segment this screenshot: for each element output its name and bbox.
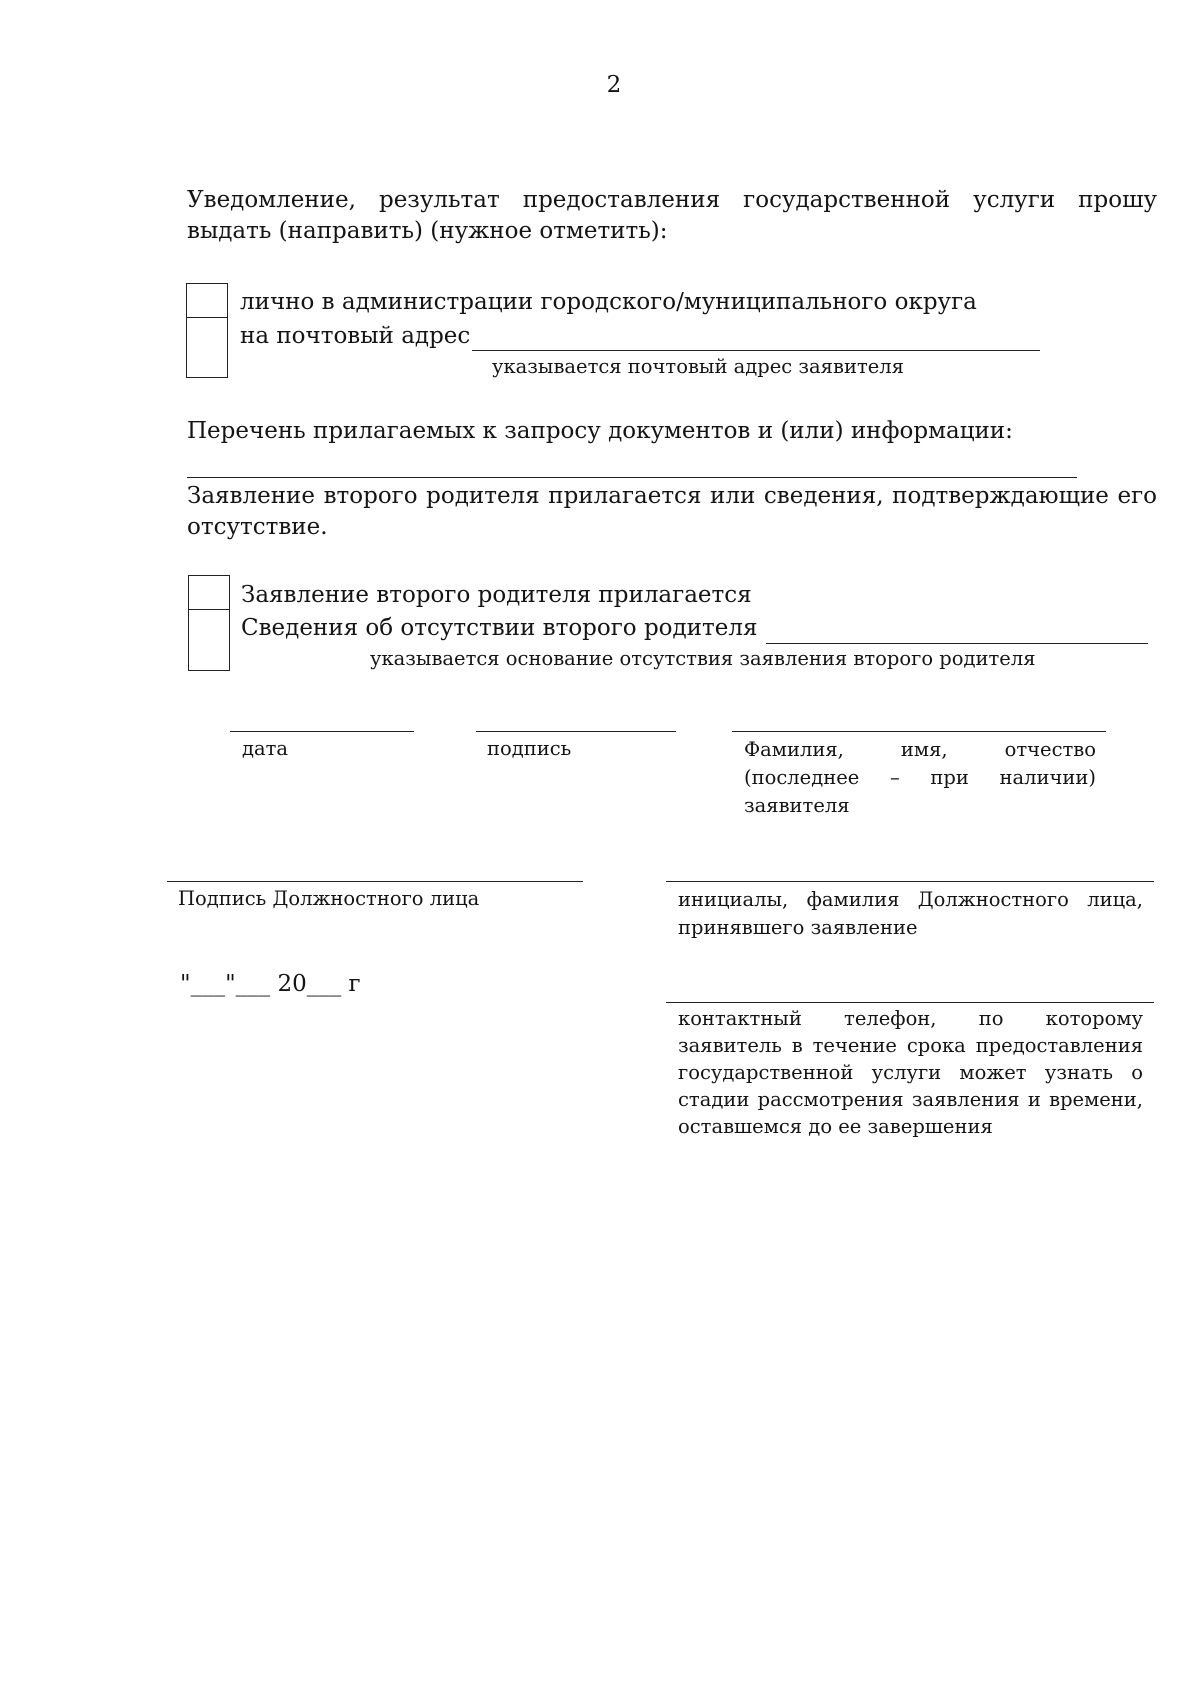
notification-intro: Уведомление, результат предоставления государственной услуги прошу выдать (направить) (нужное отметить): [187, 187, 1157, 244]
absence-reason-line[interactable] [766, 643, 1148, 644]
checkbox-personal[interactable] [186, 283, 228, 318]
date-line[interactable] [230, 731, 414, 732]
attachments-line[interactable] [187, 477, 1077, 478]
absence-reason-caption: указывается основание отсутствия заявления второго родителя [370, 647, 1036, 670]
postal-address-caption: указывается почтовый адрес заявителя [492, 355, 904, 378]
page-number: 2 [606, 72, 622, 98]
official-name-label: инициалы, фамилия Должностного лица, принявшего заявление [678, 888, 1143, 939]
option-attached-label: Заявление второго родителя прилагается [241, 582, 752, 608]
signature-label: подпись [487, 737, 572, 760]
fio-line[interactable] [732, 731, 1106, 732]
checkbox-parent-absence[interactable] [188, 609, 230, 671]
option-personal-label: лично в администрации городского/муниципального округа [240, 289, 977, 315]
fio-label: Фамилия, имя, отчество (последнее – при наличии) заявителя [744, 738, 1096, 817]
second-parent-text: Заявление второго родителя прилагается или сведения, подтверждающие его отсутствие. [187, 483, 1157, 540]
postal-address-line[interactable] [472, 350, 1040, 351]
option-absence-label: Сведения об отсутствии второго родителя [241, 615, 758, 641]
attachments-heading: Перечень прилагаемых к запросу документов и (или) информации: [187, 418, 1013, 444]
contact-phone-label: контактный телефон, по которому заявитель в течение срока предоставления государственной услуги может узнать о стадии рассмотрения заявления и времени, оставшемся до ее завершения [678, 1007, 1143, 1138]
official-signature-label: Подпись Должностного лица [178, 887, 480, 910]
checkbox-parent-attached[interactable] [188, 575, 230, 610]
date-label: дата [242, 737, 289, 760]
official-signature-line[interactable] [167, 881, 583, 882]
official-name-line[interactable] [666, 881, 1154, 882]
date-fill-line[interactable]: "___"___ 20___ г [180, 971, 361, 997]
contact-phone-line[interactable] [666, 1002, 1154, 1003]
checkbox-postal[interactable] [186, 317, 228, 378]
option-postal-label: на почтовый адрес [240, 323, 471, 349]
signature-line[interactable] [476, 731, 676, 732]
